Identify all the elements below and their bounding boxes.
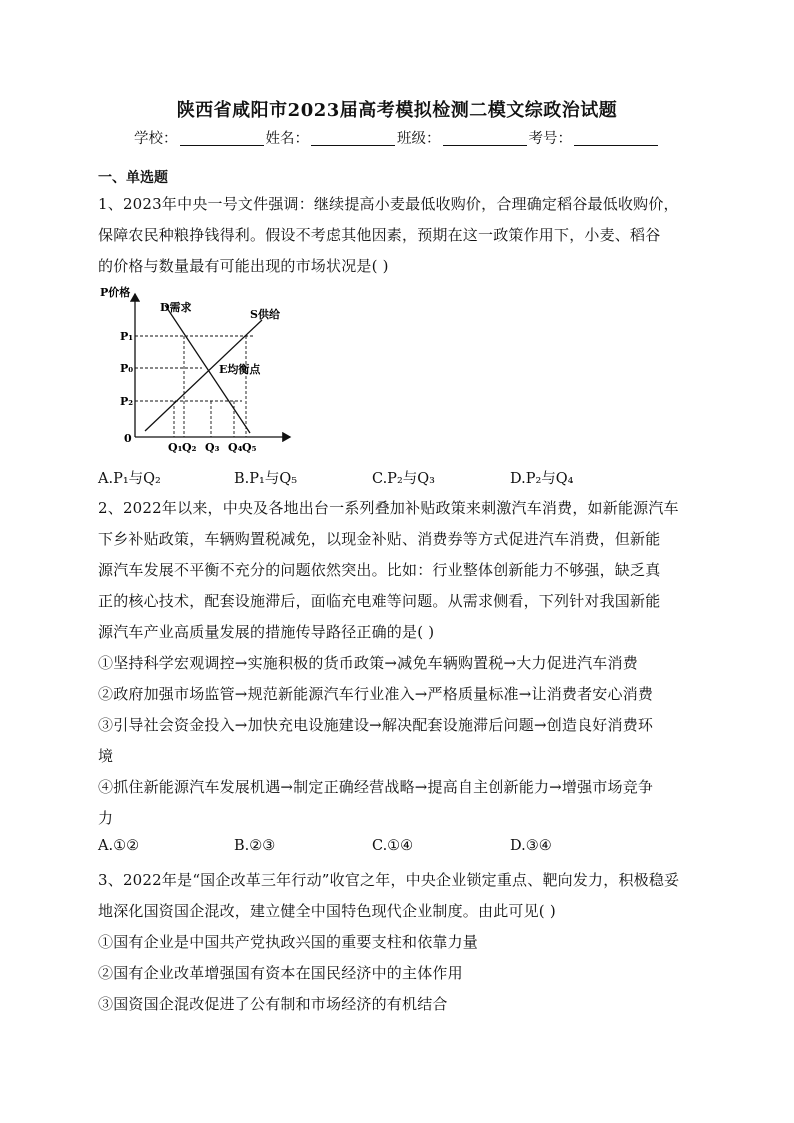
- x-tick-q5: Q₅: [242, 441, 257, 454]
- q2-option-c[interactable]: C.①④: [372, 838, 414, 854]
- q2-statement-2: ②政府加强市场监管→规范新能源汽车行业准入→严格质量标准→让消费者安心消费: [98, 685, 654, 703]
- q3-line-2: 地深化国资国企混改，建立健全中国特色现代企业制度。由此可见( ): [98, 902, 556, 920]
- name-blank[interactable]: [311, 130, 395, 146]
- x-tick-q2: Q₂: [182, 441, 197, 454]
- q1-option-a[interactable]: A.P₁与Q₂: [98, 471, 161, 487]
- q1-line-2: 保障农民种粮挣钱得利。假设不考虑其他因素，预期在这一政策作用下，小麦、稻谷: [98, 226, 661, 244]
- section-heading: 一、单选题: [98, 170, 168, 186]
- q3-statement-1: ①国有企业是中国共产党执政兴国的重要支柱和依靠力量: [98, 933, 479, 951]
- x-tick-q1: Q₁: [168, 441, 183, 454]
- exam-number-label: 考号：: [528, 131, 572, 147]
- supply-demand-svg: [90, 280, 310, 460]
- q2-line-1: 2、2022年以来，中央及各地出台一系列叠加补贴政策来刺激汽车消费，如新能源汽车: [98, 499, 679, 517]
- q1-option-d[interactable]: D.P₂与Q₄: [510, 471, 574, 487]
- equilibrium-label: E均衡点: [219, 363, 261, 376]
- q3-statement-3: ③国资国企混改促进了公有制和市场经济的有机结合: [98, 995, 448, 1013]
- exam-number-blank[interactable]: [574, 130, 658, 146]
- supply-demand-chart: [90, 280, 310, 464]
- q2-statement-3-cont: 境: [98, 747, 114, 765]
- q2-line-3: 源汽车发展不平衡不充分的问题依然突出。比如：行业整体创新能力不够强，缺乏真: [98, 561, 661, 579]
- student-info-line: [0, 127, 794, 148]
- q1-option-b[interactable]: B.P₁与Q₅: [234, 471, 298, 487]
- y-tick-p0: P₀: [120, 362, 134, 375]
- school-blank[interactable]: [180, 130, 264, 146]
- q1-options: [98, 467, 698, 487]
- q2-statement-1: ①坚持科学宏观调控→实施积极的货币政策→减免车辆购置税→大力促进汽车消费: [98, 654, 638, 672]
- q2-statement-4-cont: 力: [98, 809, 114, 827]
- q2-line-2: 下乡补贴政策，车辆购置税减免，以现金补贴、消费券等方式促进汽车消费，但新能: [98, 530, 661, 548]
- q2-line-4: 正的核心技术，配套设施滞后，面临充电难等问题。从需求侧看，下列针对我国新能: [98, 592, 661, 610]
- document-title: 陕西省咸阳市2023届高考模拟检测二模文综政治试题: [176, 100, 618, 121]
- q1-line-3: 的价格与数量最有可能出现的市场状况是( ): [98, 257, 389, 275]
- school-label: 学校：: [134, 131, 178, 147]
- q3-line-1: 3、2022年是“国企改革三年行动”收官之年，中央企业锁定重点、靶向发力，积极稳妥: [98, 871, 680, 889]
- demand-label: D需求: [160, 301, 192, 314]
- q2-option-b[interactable]: B.②③: [234, 838, 276, 854]
- q2-statement-3: ③引导社会资金投入→加快充电设施建设→解决配套设施滞后问题→创造良好消费环: [98, 716, 654, 734]
- q1-line-1: 1、2023年中央一号文件强调：继续提高小麦最低收购价，合理确定稻谷最低收购价，: [98, 195, 679, 213]
- origin-label: 0: [124, 432, 132, 445]
- q2-options: [98, 838, 698, 858]
- q3-statement-2: ②国有企业改革增强国有资本在国民经济中的主体作用: [98, 964, 463, 982]
- class-label: 班级：: [397, 131, 441, 147]
- y-axis-label: P价格: [100, 286, 131, 299]
- q1-option-c[interactable]: C.P₂与Q₃: [372, 471, 435, 487]
- supply-label: S供给: [250, 308, 280, 321]
- class-blank[interactable]: [443, 130, 527, 146]
- y-tick-p1: P₁: [120, 330, 134, 343]
- x-tick-q4: Q₄: [228, 441, 243, 454]
- q2-option-a[interactable]: A.①②: [98, 838, 140, 854]
- y-tick-p2: P₂: [120, 395, 134, 408]
- q2-line-5: 源汽车产业高质量发展的措施传导路径正确的是( ): [98, 623, 435, 641]
- x-tick-q3: Q₃: [205, 441, 220, 454]
- name-label: 姓名：: [265, 131, 309, 147]
- q2-option-d[interactable]: D.③④: [510, 838, 552, 854]
- q2-statement-4: ④抓住新能源汽车发展机遇→制定正确经营战略→提高自主创新能力→增强市场竞争: [98, 778, 654, 796]
